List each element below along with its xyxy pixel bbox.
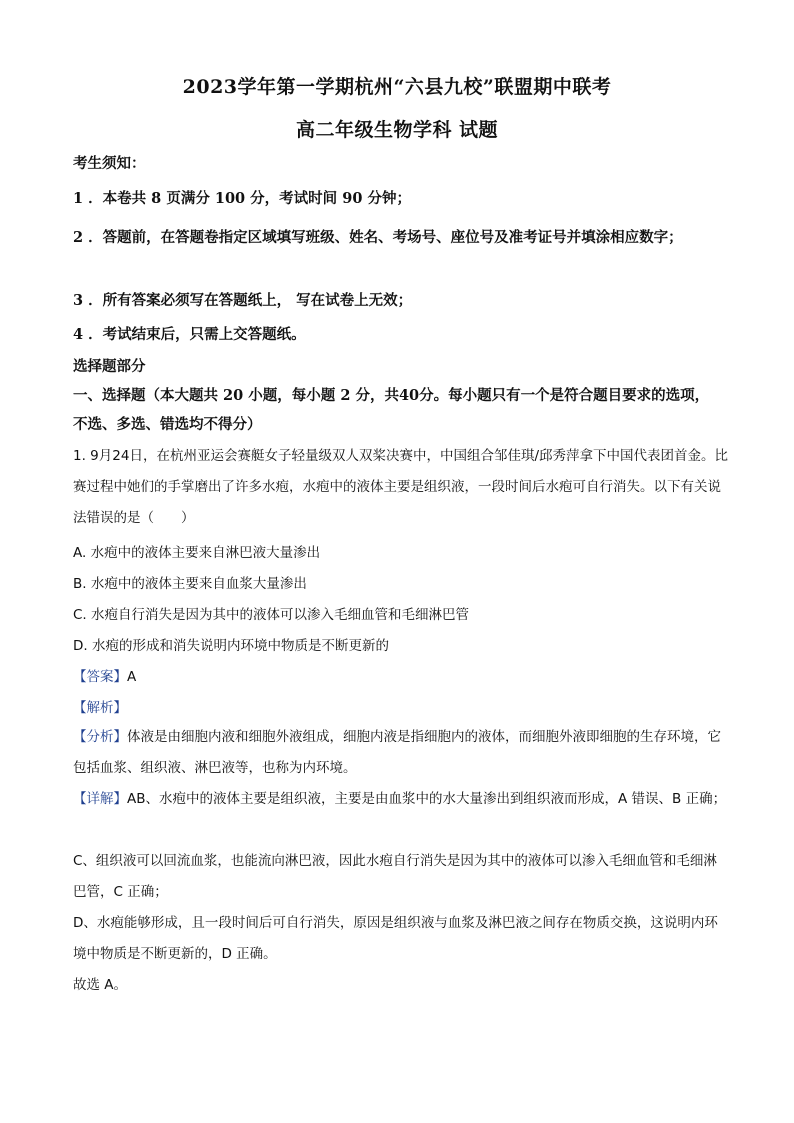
option-b: B. 水疱中的液体主要来自血浆大量渗出	[73, 576, 307, 592]
question-stem: 1. 9月24日，在杭州亚运会赛艇女子轻量级双人双桨决赛中，中国组合邹佳琪/邱秀萍拿下中国代表团首金。比赛过程中她们的手掌磨出了许多水疱，水疱中的液体主要是组织液，一段时间后水疱可自行消失。以下有关说法错误的是（ ）	[73, 448, 728, 526]
option-c: C. 水疱自行消失是因为其中的液体可以渗入毛细血管和毛细淋巴管	[73, 607, 470, 623]
answer-tag: 【答案】	[73, 669, 127, 685]
analysis-tag-text: 【解析】	[73, 700, 127, 716]
section-heading: 一、选择题（本大题共 20 小题，每小题 2 分，共40分。每小题只有一个是符合题目要求的选项，不选、多选、错选均不得分）	[73, 387, 710, 433]
notice-item-1: 1 ．本卷共 8 页满分 100 分，考试时间 90 分钟；	[73, 190, 411, 207]
conclusion: 故选 A。	[73, 977, 128, 993]
notice-item-4: 4 ．考试结束后，只需上交答题纸。	[73, 326, 306, 343]
answer-value: A	[127, 669, 137, 685]
fenxi-text: 体液是由细胞内液和细胞外液组成，细胞内液是指细胞内的液体，而细胞外液即细胞的生存环境，它包括血浆、组织液、淋巴液等，也称为内环境。	[73, 729, 721, 776]
notice-heading: 考生须知：	[73, 155, 146, 172]
notice-item-2: 2 ．答题前，在答题卷指定区域填写班级、姓名、考场号、座位号及准考证号并填涂相应数字；	[73, 229, 683, 246]
section-part-label: 选择题部分	[73, 358, 146, 375]
option-a: A. 水疱中的液体主要来自淋巴液大量渗出	[73, 545, 321, 561]
xiangjie-text: AB、水疱中的液体主要是组织液，主要是由血浆中的水大量渗出到组织液而形成，A 错误、B 正确；	[127, 791, 727, 807]
notice-item-3: 3 ．所有答案必须写在答题纸上， 写在试卷上无效；	[73, 292, 413, 309]
answer-line	[73, 665, 136, 685]
exam-subtitle: 高二年级生物学科 试题	[295, 119, 499, 141]
analysis-tag	[73, 696, 127, 716]
analysis-fenxi	[73, 722, 728, 784]
xiangjie-tag: 【详解】	[73, 791, 127, 807]
exam-title: 2023学年第一学期杭州“六县九校”联盟期中联考	[182, 76, 612, 98]
analysis-xiangjie	[73, 784, 728, 815]
option-d: D. 水疱的形成和消失说明内环境中物质是不断更新的	[73, 638, 389, 654]
detail-c: C、组织液可以回流血浆，也能流向淋巴液，因此水疱自行消失是因为其中的液体可以渗入毛细血管和毛细淋巴管，C 正确；	[73, 853, 717, 900]
fenxi-tag: 【分析】	[73, 729, 127, 745]
detail-d: D、水疱能够形成，且一段时间后可自行消失，原因是组织液与血浆及淋巴液之间存在物质交换，这说明内环境中物质是不断更新的，D 正确。	[73, 915, 718, 962]
